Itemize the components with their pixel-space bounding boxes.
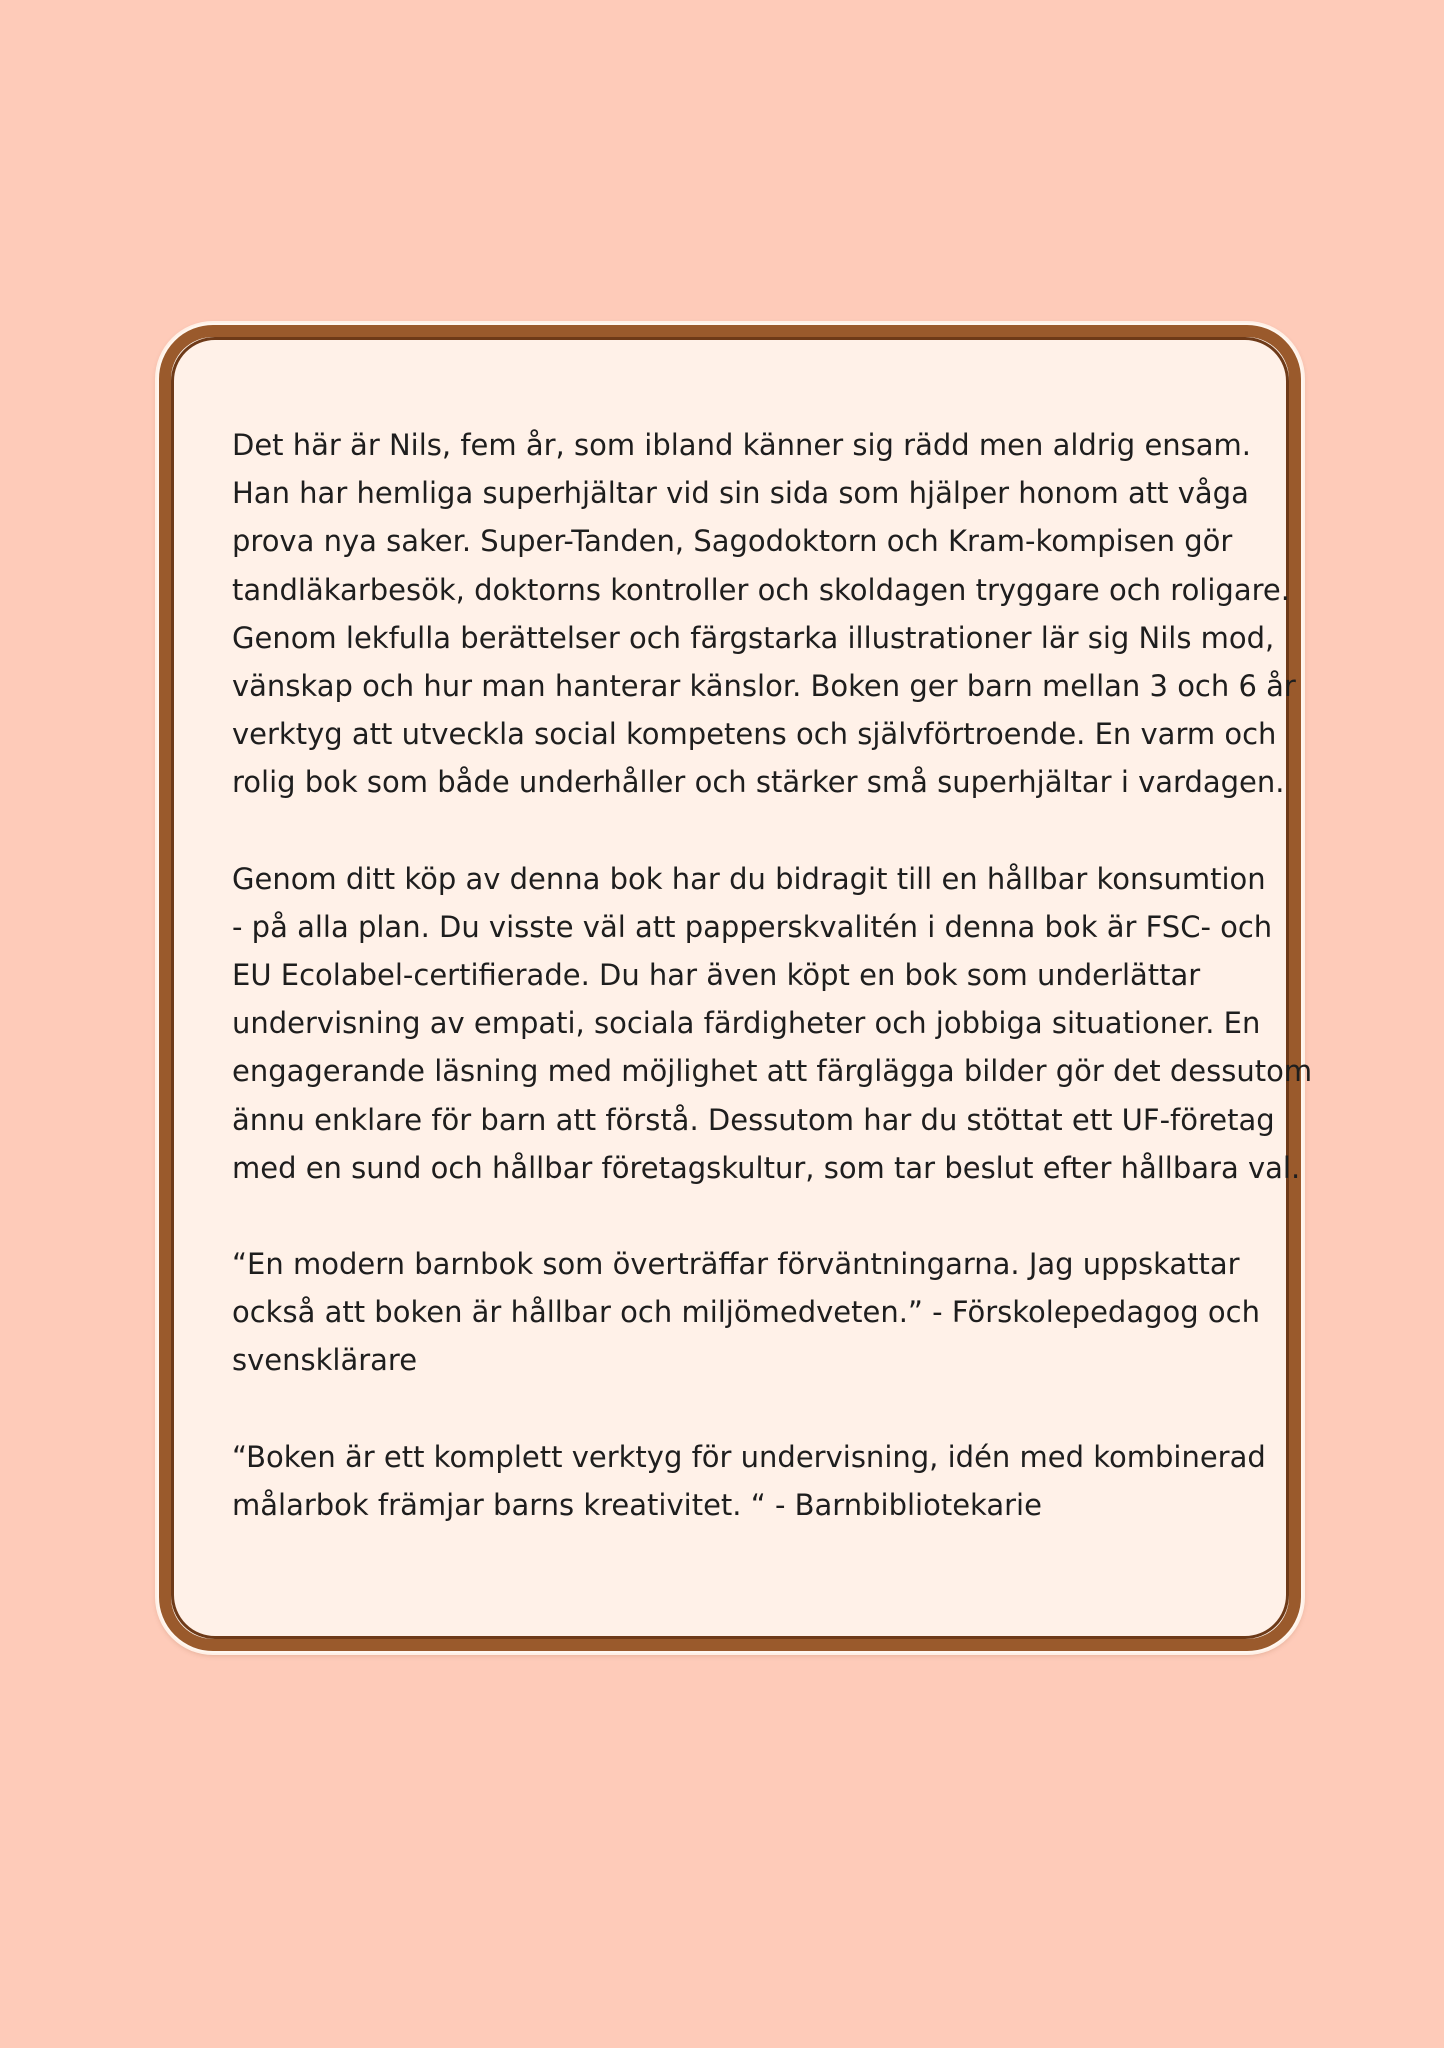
text-line: - på alla plan. Du visste väl att papperskvalitén i denna bok är FSC- och [232, 909, 1273, 944]
text-line: svensklärare [232, 1343, 418, 1378]
text-line: engagerande läsning med möjlighet att färglägga bilder gör det dessutom [232, 1054, 1313, 1089]
quote-preschool-teacher [232, 1240, 1260, 1385]
text-line: vänskap och hur man hanterar känslor. Boken ger barn mellan 3 och 6 år [232, 669, 1296, 704]
text-line: rolig bok som både underhåller och stärker små superhjältar i vardagen. [232, 765, 1285, 800]
text-line: Genom ditt köp av denna bok har du bidragit till en hållbar konsumtion [232, 861, 1266, 896]
text-line: “En modern barnbok som överträffar förväntningarna. Jag uppskattar [232, 1247, 1240, 1282]
description-paragraph [232, 421, 1296, 807]
text-line: målarbok främjar barns kreativitet. “ - Barnbibliotekarie [232, 1487, 1042, 1522]
text-line: Genom lekfulla berättelser och färgstarka illustrationer lär sig Nils mod, [232, 620, 1275, 655]
back-cover-text [232, 421, 1313, 1529]
text-line: med en sund och hållbar företagskultur, som tar beslut efter hållbara val. [232, 1150, 1301, 1185]
text-line: verktyg att utveckla social kompetens och självförtroende. En varm och [232, 717, 1277, 752]
text-line: Det här är Nils, fem år, som ibland känner sig rädd men aldrig ensam. [232, 428, 1252, 462]
text-line: Han har hemliga superhjältar vid sin sida som hjälper honom att våga [232, 476, 1249, 511]
text-line: tandläkarbesök, doktorns kontroller och skoldagen tryggare och roligare. [232, 572, 1290, 607]
text-line: EU Ecolabel-certifierade. Du har även köpt en bok som underlättar [232, 958, 1201, 993]
text-line: undervisning av empati, sociala färdigheter och jobbiga situationer. En [232, 1006, 1261, 1041]
text-line: också att boken är hållbar och miljömedveten.” - Förskolepedagog och [232, 1295, 1260, 1330]
quote-librarian [232, 1433, 1266, 1529]
text-line: “Boken är ett komplett verktyg för undervisning, idén med kombinerad [232, 1439, 1266, 1474]
sustainability-paragraph [232, 855, 1313, 1192]
text-line: ännu enklare för barn att förstå. Dessutom har du stöttat ett UF-företag [232, 1102, 1275, 1137]
text-line: prova nya saker. Super-Tanden, Sagodoktorn och Kram-kompisen gör [232, 524, 1233, 559]
